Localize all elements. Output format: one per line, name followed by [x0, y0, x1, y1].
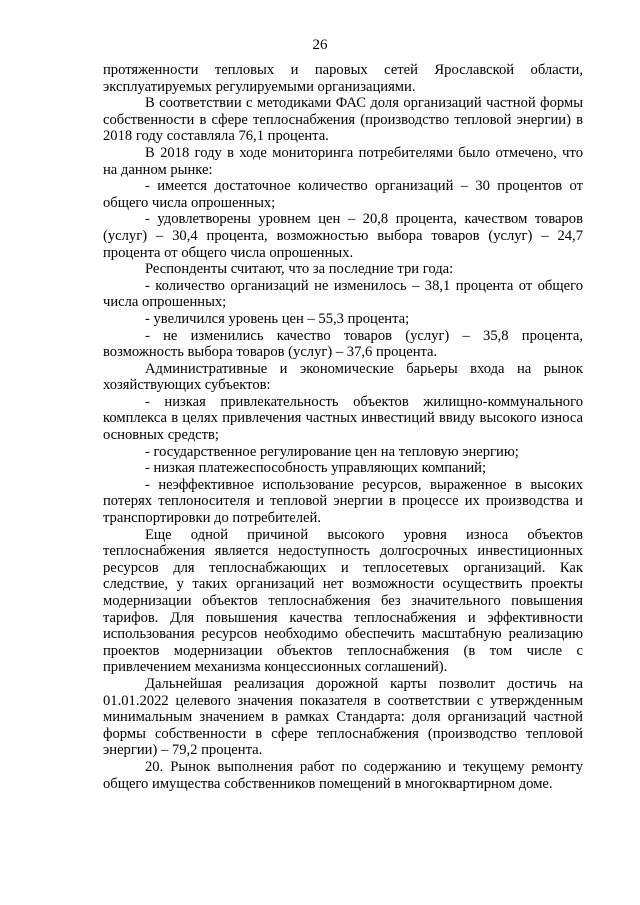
- paragraph: Респонденты считают, что за последние три года:: [145, 261, 454, 278]
- document-body: [103, 62, 583, 792]
- paragraph: В 2018 году в ходе мониторинга потребителями было отмечено, что на данном рынке:: [103, 144, 583, 178]
- paragraph: - не изменились качество товаров (услуг) – 35,8 процента, возможность выбора товаров (услуг) – 37,6 процента.: [103, 327, 583, 361]
- paragraph: - низкая платежеспособность управляющих компаний;: [145, 460, 487, 477]
- paragraph: протяженности тепловых и паровых сетей Ярославской области, эксплуатируемых регулируемыми организациями.: [103, 62, 583, 95]
- paragraph: - увеличился уровень цен – 55,3 процента;: [145, 310, 410, 327]
- paragraph: В соответствии с методиками ФАС доля организаций частной формы собственности в сфере теплоснабжения (производство тепловой энергии) в 2018 году составляла 76,1 процента.: [103, 95, 583, 145]
- paragraph: Административные и экономические барьеры входа на рынок хозяйствующих субъектов:: [103, 360, 583, 394]
- paragraph: - низкая привлекательность объектов жилищно-коммунального комплекса в целях привлечения частных инвестиций ввиду высокого износа основных средств;: [103, 393, 583, 444]
- paragraph: - государственное регулирование цен на тепловую энергию;: [145, 443, 519, 460]
- paragraph: Еще одной причиной высокого уровня износа объектов теплоснабжения является недоступность долгосрочных инвестиционных ресурсов для теплоснабжающих и теплосетевых организаций. Как следствие, у таких организаций нет возможности осуществить проекты модернизации объектов теплоснабжения без значительного повышения тарифов. Для повышения качества теплоснабжения и эффективности использования ресурсов необходимо обеспечить масштабную реализацию проектов модернизации объектов теплоснабжения (в том числе с привлечением механизма концессионных соглашений).: [103, 526, 583, 676]
- paragraph: - неэффективное использование ресурсов, выраженное в высоких потерях теплоносителя и тепловой энергии в процессе их производства и транспортировки до потребителей.: [103, 476, 583, 527]
- paragraph: - количество организаций не изменилось – 38,1 процента от общего числа опрошенных;: [103, 277, 583, 311]
- paragraph: Дальнейшая реализация дорожной карты позволит достичь на 01.01.2022 целевого значения показателя в соответствии с утвержденным минимальным значением в рамках Стандарта: доля организаций частной формы собственности в сфере теплоснабжения (производство тепловой энергии) – 79,2 процента.: [103, 675, 583, 759]
- paragraph: - имеется достаточное количество организаций – 30 процентов от общего числа опрошенных;: [103, 178, 583, 211]
- paragraph: 20. Рынок выполнения работ по содержанию и текущему ремонту общего имущества собственников помещений в многоквартирном доме.: [103, 758, 583, 792]
- page-number: 26: [312, 37, 328, 53]
- paragraph: - удовлетворены уровнем цен – 20,8 процента, качеством товаров (услуг) – 30,4 процента, возможностью выбора товаров (услуг) – 24,7 процента от общего числа опрошенных.: [103, 211, 583, 261]
